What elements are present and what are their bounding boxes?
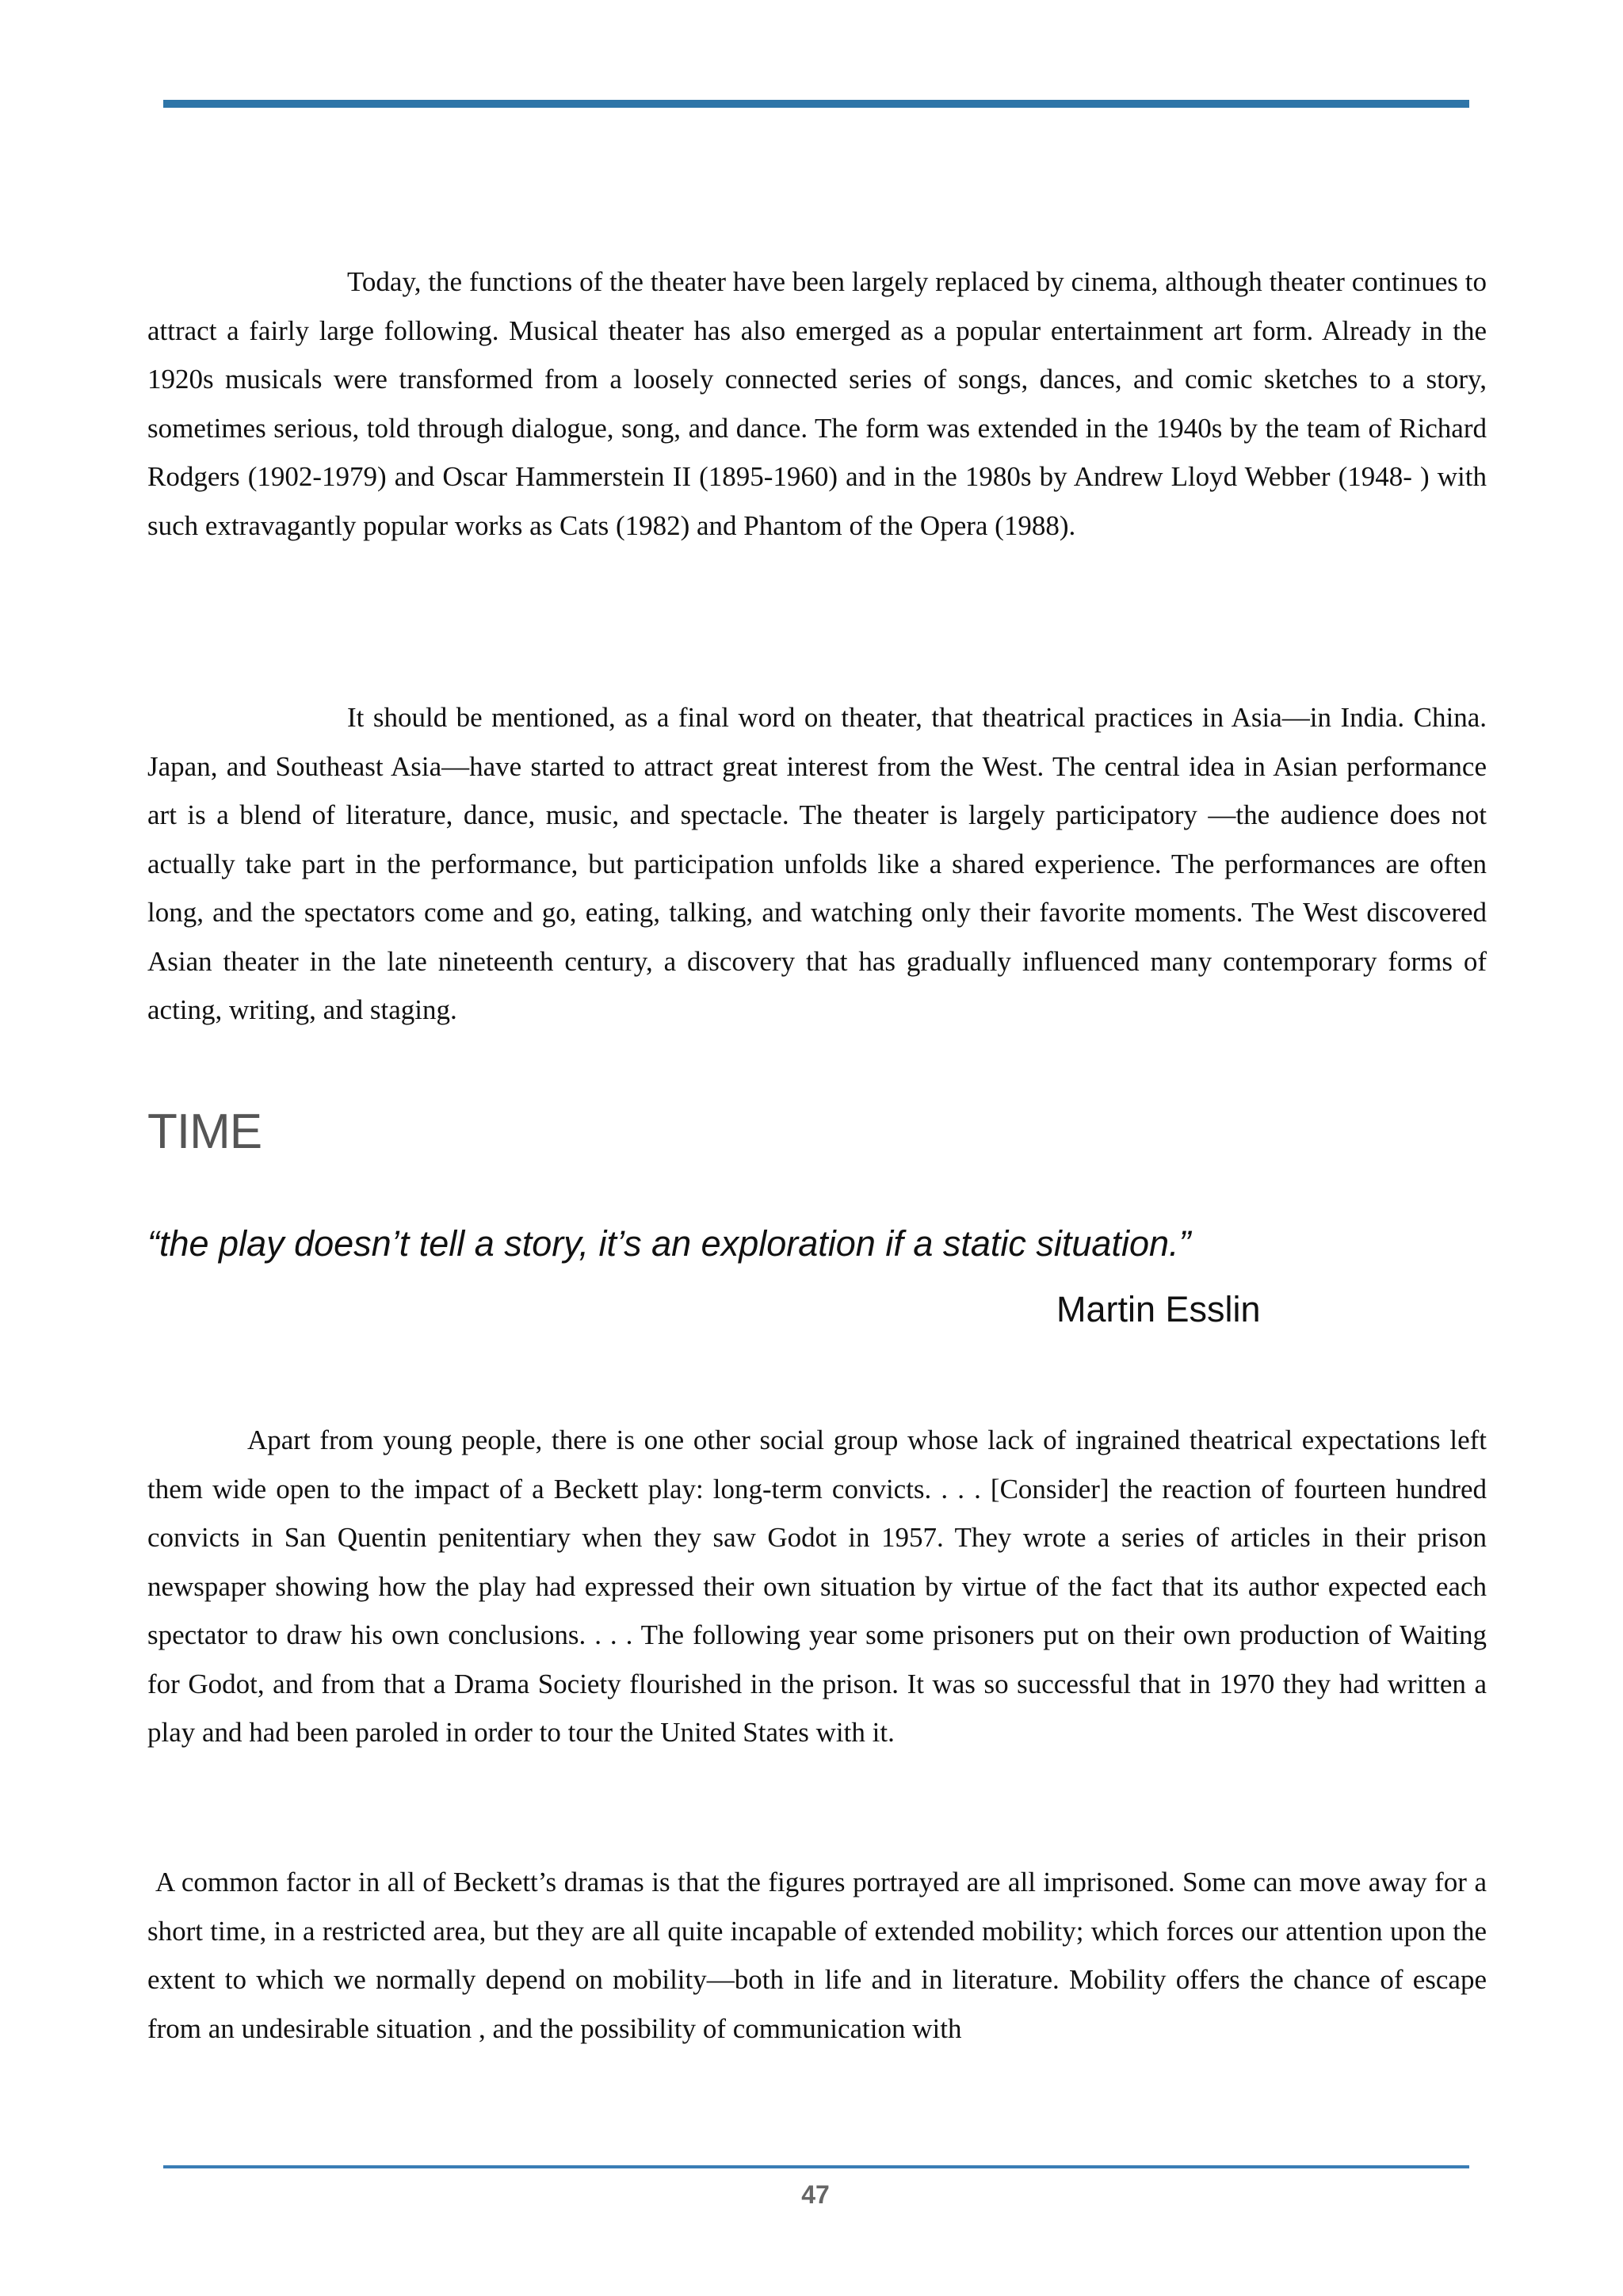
body-paragraph-musical-theater: Today, the functions of the theater have been largely replaced by cinema, although theater continues to attract a fairly large following. Musical theater has also emerged as a popular entertainment art form. Already in the 1920s musicals were transformed from a loosely connected series of songs, dances, and comic sketches to a story, sometimes serious, told through dialogue, song, and dance. The form was extended in the 1940s by the team of Richard Rodgers (1902-1979) and Oscar Hammerstein II (1895-1960) and in the 1980s by Andrew Lloyd Webber (1948- ) with such extravagantly popular works as Cats (1982) and Phantom of the Opera (1988). bbox=[147, 266, 1487, 541]
body-paragraph-san-quentin: Apart from young people, there is one other social group whose lack of ingrained theatrical expectations left them wide open to the impact of a Beckett play: long-term convicts. . . . [Consider] the reaction of fourteen hundred convicts in San Quentin penitentiary when they saw Godot in 1957. They wrote a series of articles in their prison newspaper showing how the play had expressed their own situation by virtue of the fact that its author expected each spectator to draw his own conclusions. . . . The following year some prisoners put on their own production of Waiting for Godot, and from that a Drama Society flourished in the prison. It was so successful that in 1970 they had written a play and had been paroled in order to tour the United States with it. bbox=[147, 1425, 1487, 1748]
epigraph-attribution: Martin Esslin bbox=[1056, 1289, 1261, 1329]
body-paragraph-beckett-imprisonment: A common factor in all of Beckett’s dramas is that the figures portrayed are all imprisoned. Some can move away for a short time, in a restricted area, but they are all quite incapable of extended mobility; which forces our attention upon the extent to which we normally depend on mobility—both in life and in literature. Mobility offers the chance of escape from an undesirable situation , and the possibility of communication with bbox=[147, 1867, 1487, 2044]
body-paragraph-asian-theater: It should be mentioned, as a final word on theater, that theatrical practices in Asia—in India. China. Japan, and Southeast Asia—have started to attract great interest from the West. The central idea in Asian performance art is a blend of literature, dance, music, and spectacle. The theater is largely participatory —the audience does not actually take part in the performance, but participation unfolds like a shared experience. The performances are often long, and the spectators come and go, eating, talking, and watching only their favorite moments. The West discovered Asian theater in the late nineteenth century, a discovery that has gradually influenced many contemporary forms of acting, writing, and staging. bbox=[147, 702, 1487, 1025]
section-heading-time: TIME bbox=[147, 1104, 262, 1159]
footer-rule bbox=[163, 2165, 1469, 2168]
epigraph-quote: “the play doesn’t tell a story, it’s an exploration if a static situation.” bbox=[147, 1223, 1191, 1264]
header-rule bbox=[163, 100, 1469, 108]
page-number: 47 bbox=[801, 2180, 830, 2209]
